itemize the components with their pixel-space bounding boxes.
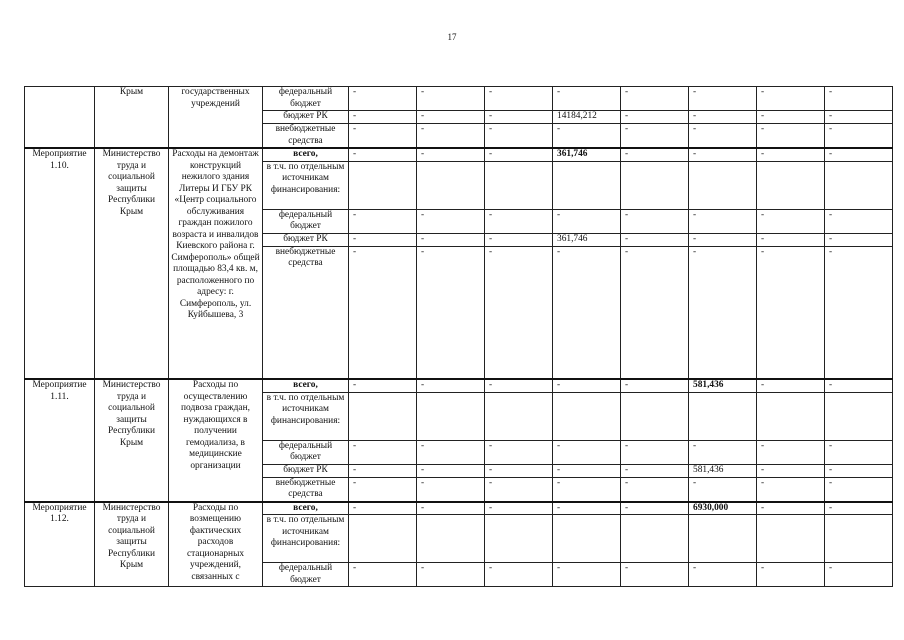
value-cell <box>417 392 485 440</box>
value-cell: - <box>825 440 893 464</box>
value-cell: - <box>689 477 757 502</box>
value-cell: - <box>757 148 825 161</box>
executor-cell: Крым <box>95 87 169 149</box>
value-cell: - <box>553 246 621 379</box>
funding-source-cell: всего, <box>263 379 349 392</box>
value-cell: - <box>689 148 757 161</box>
value-cell: - <box>417 440 485 464</box>
value-cell: - <box>417 124 485 149</box>
value-cell <box>553 392 621 440</box>
value-cell <box>689 515 757 563</box>
value-cell: - <box>621 111 689 124</box>
value-cell <box>825 392 893 440</box>
value-cell: - <box>689 233 757 246</box>
value-cell: - <box>349 464 417 477</box>
value-cell: - <box>349 440 417 464</box>
value-cell: - <box>553 440 621 464</box>
value-cell <box>621 392 689 440</box>
value-cell: - <box>689 209 757 233</box>
value-cell: - <box>757 111 825 124</box>
value-cell <box>417 161 485 209</box>
value-cell: - <box>349 563 417 587</box>
value-cell: - <box>621 477 689 502</box>
budget-table <box>24 86 893 587</box>
value-cell: - <box>757 477 825 502</box>
funding-source-cell: внебюджетные средства <box>263 246 349 379</box>
value-cell: - <box>553 379 621 392</box>
funding-source-cell: внебюджетные средства <box>263 477 349 502</box>
value-cell: 14184,212 <box>553 111 621 124</box>
value-cell: - <box>825 246 893 379</box>
value-cell: - <box>349 87 417 111</box>
value-cell: - <box>349 148 417 161</box>
value-cell: - <box>757 209 825 233</box>
value-cell: - <box>825 148 893 161</box>
table-row <box>25 148 893 161</box>
value-cell <box>757 161 825 209</box>
value-cell: - <box>757 502 825 515</box>
value-cell: - <box>757 379 825 392</box>
value-cell: 581,436 <box>689 379 757 392</box>
funding-source-cell: в т.ч. по отдельным источникам финансирования: <box>263 161 349 209</box>
value-cell <box>485 515 553 563</box>
table-row <box>25 502 893 515</box>
value-cell: - <box>621 379 689 392</box>
description-cell: Расходы по возмещению фактических расходов стационарных учреждений, связанных с <box>169 502 263 587</box>
value-cell: - <box>825 111 893 124</box>
value-cell: - <box>485 502 553 515</box>
value-cell: - <box>621 502 689 515</box>
executor-cell: Министерство труда и социальной защиты Республики Крым <box>95 148 169 379</box>
value-cell: - <box>621 148 689 161</box>
value-cell: - <box>553 209 621 233</box>
value-cell: - <box>689 246 757 379</box>
description-cell: Расходы на демонтаж конструкций нежилого здания Литеры И ГБУ РК «Центр социального обслуживания граждан пожилого возраста и инвалидов Киевского района г. Симферополь» общей площадью 83,4 кв. м, расположенного по адресу: г. Симферополь, ул. Куйбышева, 3 <box>169 148 263 379</box>
measure-id <box>25 87 95 149</box>
value-cell: - <box>689 440 757 464</box>
executor-cell: Министерство труда и социальной защиты Республики Крым <box>95 502 169 587</box>
value-cell: - <box>689 111 757 124</box>
value-cell: - <box>553 477 621 502</box>
value-cell <box>689 392 757 440</box>
funding-source-cell: всего, <box>263 148 349 161</box>
value-cell <box>349 515 417 563</box>
value-cell <box>553 515 621 563</box>
funding-source-cell: федеральный бюджет <box>263 563 349 587</box>
funding-source-cell: бюджет РК <box>263 111 349 124</box>
value-cell: - <box>349 209 417 233</box>
value-cell: - <box>417 502 485 515</box>
value-cell: - <box>485 209 553 233</box>
value-cell <box>485 161 553 209</box>
value-cell: - <box>757 563 825 587</box>
value-cell <box>349 392 417 440</box>
value-cell: - <box>757 246 825 379</box>
value-cell: - <box>825 209 893 233</box>
value-cell: - <box>485 111 553 124</box>
value-cell: - <box>553 563 621 587</box>
page-number: 17 <box>447 32 457 42</box>
value-cell: - <box>349 477 417 502</box>
value-cell: - <box>689 87 757 111</box>
value-cell: - <box>485 563 553 587</box>
value-cell <box>485 392 553 440</box>
value-cell: - <box>417 148 485 161</box>
value-cell <box>349 161 417 209</box>
value-cell: - <box>621 124 689 149</box>
funding-source-cell: бюджет РК <box>263 233 349 246</box>
value-cell: - <box>621 87 689 111</box>
value-cell: - <box>349 379 417 392</box>
value-cell: - <box>485 440 553 464</box>
value-cell: - <box>621 246 689 379</box>
funding-source-cell: всего, <box>263 502 349 515</box>
value-cell: 361,746 <box>553 148 621 161</box>
value-cell: - <box>417 209 485 233</box>
value-cell <box>689 161 757 209</box>
executor-cell: Министерство труда и социальной защиты Республики Крым <box>95 379 169 502</box>
value-cell: 6930,000 <box>689 502 757 515</box>
value-cell: - <box>621 209 689 233</box>
value-cell: - <box>417 246 485 379</box>
value-cell: - <box>621 233 689 246</box>
measure-id: Мероприятие 1.12. <box>25 502 95 587</box>
value-cell: - <box>825 379 893 392</box>
funding-source-cell: федеральный бюджет <box>263 87 349 111</box>
value-cell: - <box>621 563 689 587</box>
value-cell: - <box>825 477 893 502</box>
value-cell: - <box>825 87 893 111</box>
funding-source-cell: федеральный бюджет <box>263 440 349 464</box>
value-cell: - <box>485 124 553 149</box>
value-cell: - <box>621 440 689 464</box>
value-cell: - <box>485 148 553 161</box>
table-row <box>25 87 893 111</box>
funding-source-cell: в т.ч. по отдельным источникам финансирования: <box>263 515 349 563</box>
value-cell: - <box>757 464 825 477</box>
table-row <box>25 379 893 392</box>
value-cell: - <box>553 87 621 111</box>
value-cell: - <box>417 111 485 124</box>
funding-source-cell: федеральный бюджет <box>263 209 349 233</box>
value-cell: 581,436 <box>689 464 757 477</box>
value-cell: - <box>485 477 553 502</box>
value-cell: - <box>553 124 621 149</box>
value-cell: - <box>485 87 553 111</box>
value-cell <box>621 161 689 209</box>
value-cell: - <box>417 233 485 246</box>
funding-source-cell: в т.ч. по отдельным источникам финансирования: <box>263 392 349 440</box>
measure-id: Мероприятие 1.11. <box>25 379 95 502</box>
value-cell: - <box>485 246 553 379</box>
value-cell <box>757 515 825 563</box>
value-cell: 361,746 <box>553 233 621 246</box>
value-cell: - <box>349 246 417 379</box>
value-cell: - <box>349 233 417 246</box>
funding-source-cell: бюджет РК <box>263 464 349 477</box>
value-cell: - <box>485 464 553 477</box>
value-cell: - <box>349 111 417 124</box>
value-cell: - <box>417 379 485 392</box>
value-cell: - <box>485 233 553 246</box>
value-cell: - <box>349 502 417 515</box>
value-cell: - <box>757 440 825 464</box>
value-cell: - <box>553 464 621 477</box>
measure-id: Мероприятие 1.10. <box>25 148 95 379</box>
value-cell <box>553 161 621 209</box>
value-cell: - <box>417 477 485 502</box>
value-cell: - <box>689 563 757 587</box>
value-cell: - <box>689 124 757 149</box>
value-cell <box>417 515 485 563</box>
description-cell: государственных учреждений <box>169 87 263 149</box>
funding-source-cell: внебюджетные средства <box>263 124 349 149</box>
value-cell: - <box>485 379 553 392</box>
description-cell: Расходы по осуществлению подвоза граждан, нуждающихся в получении гемодиализа, в медицинские организации <box>169 379 263 502</box>
value-cell: - <box>417 464 485 477</box>
value-cell: - <box>417 87 485 111</box>
value-cell <box>825 515 893 563</box>
value-cell <box>825 161 893 209</box>
value-cell: - <box>621 464 689 477</box>
value-cell: - <box>757 87 825 111</box>
value-cell: - <box>825 233 893 246</box>
value-cell: - <box>417 563 485 587</box>
value-cell: - <box>825 502 893 515</box>
value-cell: - <box>349 124 417 149</box>
value-cell: - <box>825 563 893 587</box>
value-cell: - <box>553 502 621 515</box>
value-cell <box>757 392 825 440</box>
value-cell: - <box>757 233 825 246</box>
value-cell: - <box>825 464 893 477</box>
value-cell <box>621 515 689 563</box>
value-cell: - <box>757 124 825 149</box>
value-cell: - <box>825 124 893 149</box>
